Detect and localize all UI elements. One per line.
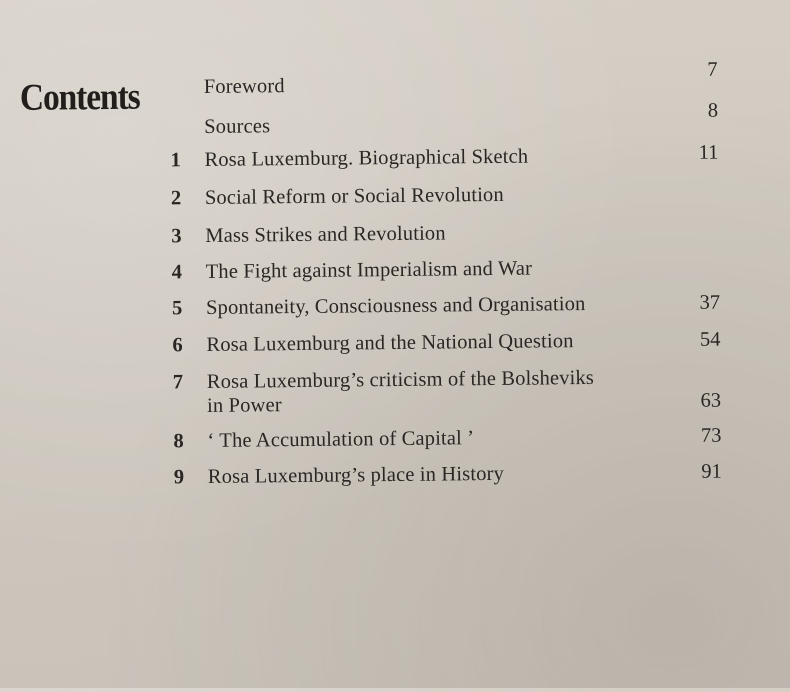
entry-page-number: 54 — [660, 328, 720, 353]
entry-title — [204, 143, 684, 172]
entry-title — [206, 328, 686, 357]
entry-title — [206, 291, 686, 320]
toc-entry-foreword — [0, 69, 788, 77]
entry-title-text: Rosa Luxemburg. Biographical Sketch — [204, 146, 528, 171]
contents-heading: Contents — [20, 75, 140, 120]
entry-title-text: Rosa Luxemburg and the National Question — [206, 330, 573, 356]
toc-entry-7 — [1, 364, 790, 372]
toc-entry-1 — [0, 142, 788, 150]
entry-page-number: 7 — [657, 58, 717, 83]
entry-page-number: 63 — [661, 389, 721, 414]
entry-page-number: 91 — [662, 460, 722, 485]
entry-number: 6 — [172, 333, 196, 357]
toc-entry-6 — [0, 327, 790, 335]
entry-number: 9 — [174, 465, 198, 489]
entry-title-continuation: in Power — [207, 389, 687, 418]
entry-title — [207, 424, 687, 453]
entry-number: 1 — [170, 148, 194, 172]
toc-entry-2 — [0, 180, 789, 188]
entry-number: 8 — [173, 429, 197, 453]
entry-page-number: 37 — [660, 291, 720, 316]
toc-entry-3 — [0, 218, 789, 226]
entry-number: 7 — [173, 370, 197, 394]
entry-title — [204, 70, 684, 99]
entry-title-text: Mass Strikes and Revolution — [205, 222, 446, 247]
entry-title-text: Social Reform or Social Revolution — [205, 184, 504, 209]
entry-title-text: The Fight against Imperialism and War — [206, 258, 533, 283]
entry-number: 2 — [171, 186, 195, 210]
entry-title-text: Sources — [204, 115, 270, 138]
toc-entry-8 — [1, 423, 790, 431]
entry-title-text: Rosa Luxemburg’s place in History — [208, 463, 504, 488]
toc-entry-5 — [0, 290, 790, 298]
entry-page-number: 73 — [661, 424, 721, 449]
toc-entry-9 — [2, 459, 790, 467]
entry-title — [207, 365, 687, 418]
entry-title-text: Foreword — [204, 75, 285, 98]
entry-title-text: Rosa Luxemburg’s criticism of the Bolsheviks — [207, 367, 594, 393]
entry-title-text: ‘ The Accumulation of Capital ’ — [207, 427, 474, 452]
entry-page-number: 8 — [658, 99, 718, 124]
entry-title — [204, 110, 684, 139]
entry-title — [205, 181, 685, 210]
entry-title-text: Spontaneity, Consciousness and Organisation — [206, 293, 586, 319]
toc-entry-4 — [0, 254, 790, 262]
entry-page-number: 11 — [658, 141, 718, 166]
entry-number: 5 — [172, 296, 196, 320]
entry-title — [206, 255, 686, 284]
entry-number: 4 — [172, 260, 196, 284]
entry-title — [205, 219, 685, 248]
toc-entry-sources — [0, 109, 788, 117]
entry-number: 3 — [171, 224, 195, 248]
entry-title — [208, 460, 688, 489]
